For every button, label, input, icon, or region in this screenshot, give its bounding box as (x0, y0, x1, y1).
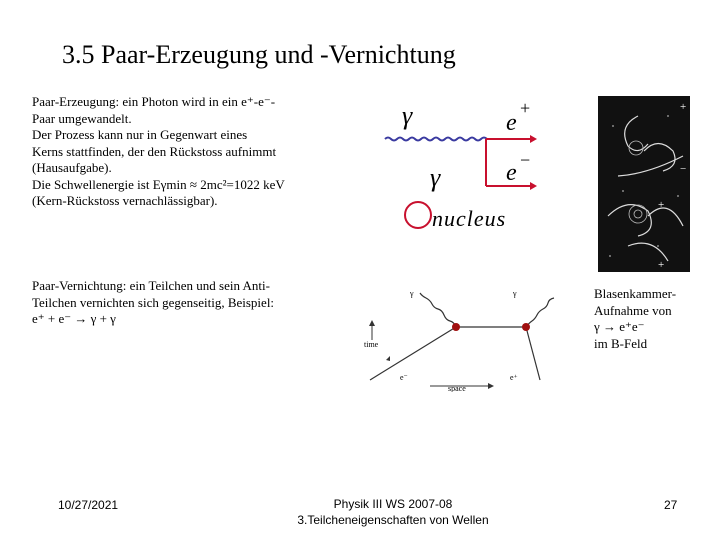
text-line: Teilchen vernichten sich gegenseitig, Beispiel: (32, 294, 275, 310)
space-arrow (488, 383, 494, 389)
positron-arrow (530, 135, 537, 143)
text-line: e⁺ + e⁻ → γ + γ (32, 311, 116, 326)
positron-line (526, 327, 540, 380)
text-line: (Hausaufgabe). (32, 160, 112, 175)
track-sign: + (658, 199, 665, 211)
electron-label: e⁻ (400, 373, 408, 382)
photon-line (385, 138, 487, 141)
pair-production-diagram (380, 94, 540, 244)
electron-label: e (506, 160, 517, 186)
positron-sup: + (520, 98, 531, 118)
electron-arrow (530, 182, 537, 190)
text-line: Paar-Erzeugung: ein Photon wird in ein e⁺-e⁻- (32, 94, 276, 109)
gamma-label-left: γ (410, 289, 414, 298)
positron-label: e⁺ (510, 373, 518, 382)
track-sign: + (680, 101, 687, 113)
footer-center (258, 496, 528, 528)
space-label: space (448, 384, 466, 392)
caption-line: im B-Feld (594, 335, 648, 351)
caption-line: Blasenkammer- (594, 286, 677, 301)
text-line: Kerns stattfinden, der den Rückstoss aufnimmt (32, 143, 277, 159)
bubble-chamber-photo (598, 96, 690, 272)
footer-date: 10/27/2021 (58, 498, 119, 512)
vertex-dot (522, 323, 530, 331)
caption-line: Aufnahme von (594, 302, 672, 318)
time-arrow (369, 320, 375, 326)
track-sign: + (658, 259, 665, 271)
footer-course: Physik III WS 2007-08 (333, 497, 453, 511)
nucleus-circle (405, 202, 431, 228)
vertex-dot (452, 323, 460, 331)
gamma-label-right: γ (513, 289, 517, 298)
gamma-label: γ (402, 101, 413, 130)
bubble-chamber-caption (594, 286, 714, 352)
text-line: Paar-Vernichtung: ein Teilchen und sein Anti- (32, 278, 270, 293)
positron-label: e (506, 110, 517, 136)
time-label: time (364, 340, 379, 349)
pair-production-text (32, 94, 334, 210)
footer-chapter: 3.Teilcheneigenschaften von Wellen (297, 513, 489, 527)
arrow (386, 356, 390, 361)
slide-title: 3.5 Paar-Erzeugung und -Vernichtung (62, 40, 456, 69)
gamma-label-2: γ (430, 163, 441, 192)
nucleus-label: nucleus (432, 206, 507, 231)
text-line: Die Schwellenergie ist Eγmin ≈ 2mc²=1022 keV (32, 176, 285, 192)
track-sign: − (680, 163, 687, 175)
page-number: 27 (664, 498, 678, 512)
caption-line: γ → e⁺e⁻ (594, 319, 645, 334)
text-line: Paar umgewandelt. (32, 110, 132, 126)
pair-annihilation-text (32, 278, 337, 328)
text-line: Der Prozess kann nur in Gegenwart eines (32, 127, 248, 142)
text-line: (Kern-Rückstoss vernachlässigbar). (32, 193, 218, 208)
electron-sup: − (520, 150, 531, 170)
annihilation-diagram (360, 280, 560, 392)
photon-right (526, 298, 554, 327)
photon-left (420, 293, 456, 327)
electron-line (370, 327, 456, 380)
